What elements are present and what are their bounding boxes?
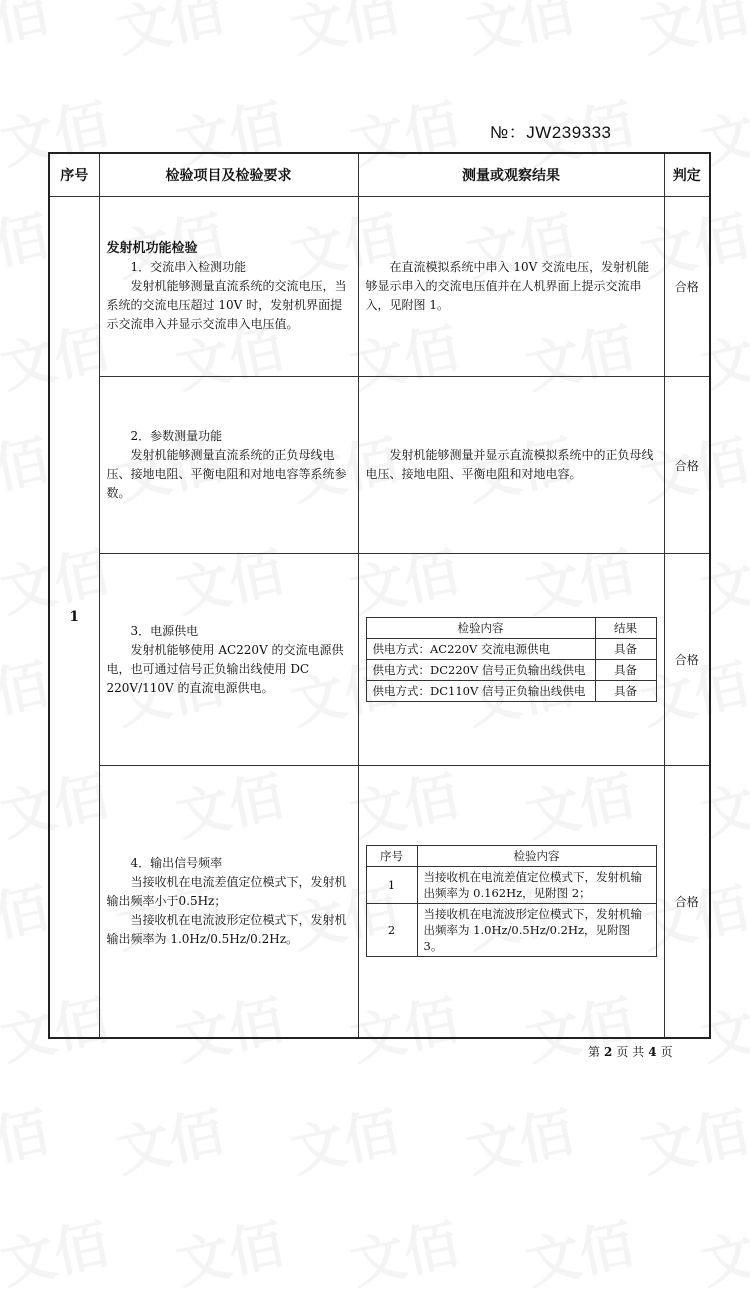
table-row	[49, 766, 710, 1038]
watermark-text	[343, 1202, 465, 1300]
result-cell	[358, 377, 664, 554]
subtable-row	[366, 867, 656, 904]
watermark-text	[0, 1202, 115, 1300]
item-title: 2．参数测量功能	[130, 429, 223, 443]
item-text: 当接收机在电流差值定位模式下，发射机输出频率小于0.5Hz；	[106, 874, 347, 908]
watermark-text	[458, 0, 580, 67]
subtable-cell: 1	[366, 867, 417, 904]
watermark-text	[633, 0, 750, 67]
watermark-text	[108, 0, 230, 67]
watermark-text	[283, 0, 405, 67]
footer-suffix: 页	[660, 1045, 673, 1059]
verdict-cell: 合格	[664, 554, 710, 766]
result-text: 在直流模拟系统中串入 10V 交流电压，发射机能够显示串入的交流电压值并在人机界面上提示交流串入，见附图 1。	[365, 260, 650, 312]
item-text: 发射机能够测量直流系统的正负母线电压、接地电阻、平衡电阻和对地电容等系统参数。	[106, 448, 347, 500]
verdict-cell: 合格	[664, 766, 710, 1038]
group-number: 1	[49, 197, 99, 1038]
subtable-cell: 供电方式：DC110V 信号正负输出线供电	[366, 681, 595, 702]
item-text: 发射机能够使用 AC220V 的交流电源供电，也可通过信号正负输出线使用 DC 220V/110V 的直流电源供电。	[106, 642, 344, 695]
result-cell	[358, 554, 664, 766]
table-header-row	[49, 153, 710, 197]
subtable-cell: 2	[366, 904, 417, 957]
page-total: 4	[648, 1045, 657, 1059]
item-title: 3．电源供电	[130, 623, 199, 638]
item-cell	[99, 554, 358, 766]
watermark-text	[168, 1202, 290, 1300]
watermark-text	[0, 418, 55, 516]
section-title: 发射机功能检验	[106, 241, 198, 256]
subtable-header-row	[366, 618, 656, 639]
page-footer	[588, 1043, 673, 1060]
verdict-cell: 合格	[664, 377, 710, 554]
result-text: 发射机能够测量并显示直流模拟系统中的正负母线电压、接地电阻、平衡电阻和对地电容。	[365, 448, 654, 481]
item-text: 当接收机在电流波形定位模式下，发射机输出频率为 1.0Hz/0.5Hz/0.2Hz。	[106, 912, 347, 946]
result-cell	[358, 766, 664, 1038]
inspection-table	[48, 152, 711, 1039]
watermark-text	[283, 1090, 405, 1188]
table-row	[49, 554, 710, 766]
subtable-cell: 具备	[595, 660, 656, 681]
item-title: 4．输出信号频率	[130, 855, 223, 870]
verdict-cell: 合格	[664, 197, 710, 377]
frequency-subtable	[366, 845, 657, 957]
watermark-text	[693, 1202, 750, 1300]
subtable-row	[366, 660, 656, 681]
watermark-text	[108, 1090, 230, 1188]
header-no: 序号	[49, 153, 99, 197]
watermark-text	[633, 1090, 750, 1188]
subtable-row	[366, 681, 656, 702]
subtable-cell: 当接收机在电流波形定位模式下，发射机输出频率为 1.0Hz/0.5Hz/0.2Hz，见附图 3。	[417, 904, 656, 957]
subtable-header: 检验内容	[417, 846, 656, 867]
subtable-row	[366, 639, 656, 660]
document-number: №：JW239333	[490, 123, 612, 142]
subtable-row	[366, 904, 656, 957]
page-number: 2	[604, 1045, 613, 1059]
header-verdict: 判定	[664, 153, 710, 197]
power-supply-subtable	[366, 617, 657, 702]
table-row	[49, 377, 710, 554]
watermark-text	[518, 1202, 640, 1300]
item-cell	[99, 766, 358, 1038]
footer-middle: 页 共	[616, 1045, 645, 1059]
watermark-text	[0, 1090, 55, 1188]
header-item: 检验项目及检验要求	[99, 153, 358, 197]
item-title: 1．交流串入检测功能	[130, 260, 247, 274]
item-text: 发射机能够测量直流系统的交流电压，当系统的交流电压超过 10V 时，发射机界面提示交流串入并显示交流串入电压值。	[106, 279, 347, 331]
subtable-cell: 具备	[595, 681, 656, 702]
subtable-header: 检验内容	[366, 618, 595, 639]
subtable-header: 序号	[366, 846, 417, 867]
subtable-cell: 当接收机在电流差值定位模式下，发射机输出频率为 0.162Hz，见附图 2；	[417, 867, 656, 904]
table-row	[49, 197, 710, 377]
watermark-text	[0, 642, 55, 740]
item-cell	[99, 197, 358, 377]
subtable-header-row	[366, 846, 656, 867]
item-cell	[99, 377, 358, 554]
subtable-header: 结果	[595, 618, 656, 639]
watermark-text	[0, 194, 55, 292]
header-result: 测量或观察结果	[358, 153, 664, 197]
subtable-cell: 具备	[595, 639, 656, 660]
watermark-text	[0, 866, 55, 964]
watermark-text	[0, 0, 55, 67]
subtable-cell: 供电方式：AC220V 交流电源供电	[366, 639, 595, 660]
footer-prefix: 第	[588, 1045, 601, 1059]
result-cell	[358, 197, 664, 377]
watermark-text	[458, 1090, 580, 1188]
subtable-cell: 供电方式：DC220V 信号正负输出线供电	[366, 660, 595, 681]
